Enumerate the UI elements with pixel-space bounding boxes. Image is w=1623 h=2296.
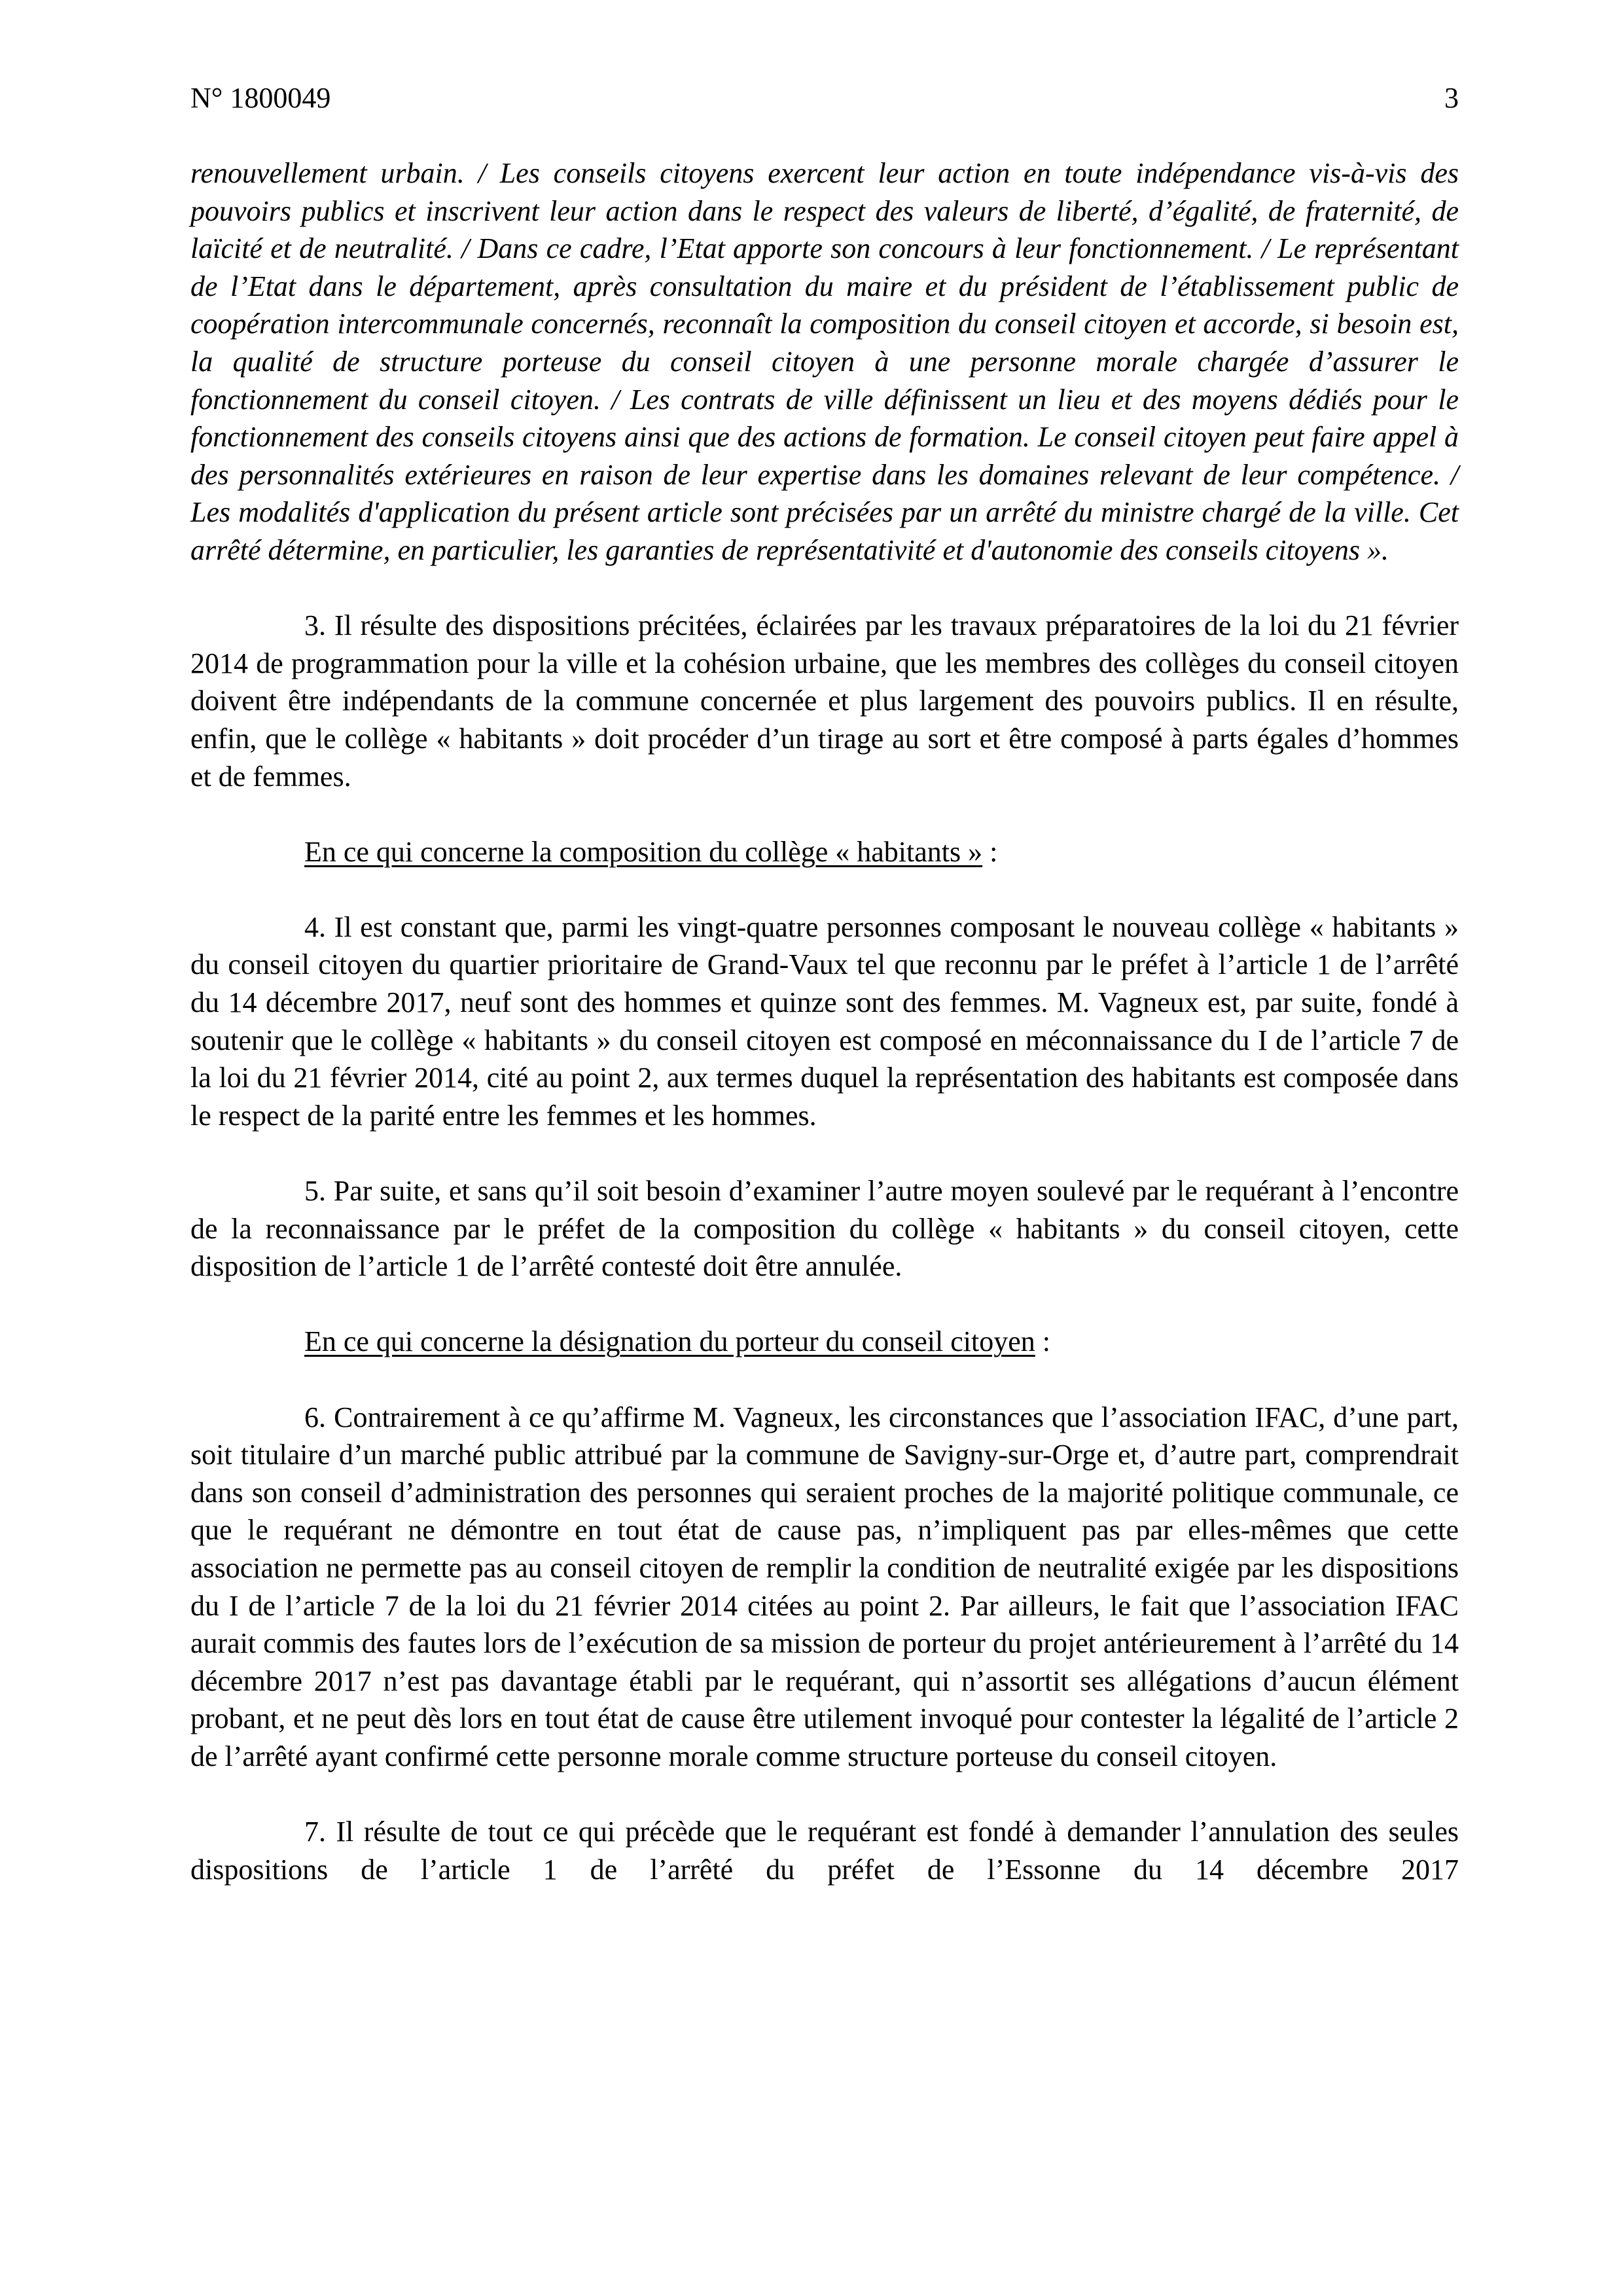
section-heading-porteur bbox=[190, 1323, 1459, 1361]
case-number: N° 1800049 bbox=[190, 82, 331, 114]
page-number: 3 bbox=[1444, 82, 1459, 114]
paragraph-3: 3. Il résulte des dispositions précitées, éclairées par les travaux préparatoires de la loi du 21 février 2014 de programmation pour la ville et la cohésion urbaine, que les membres des collèges du conseil citoyen doivent être indépendants de la commune concernée et plus largement des pouvoirs publics. Il en résulte, enfin, que le collège « habitants » doit procéder d’un tirage au sort et être composé à parts égales d’hommes et de femmes. bbox=[190, 609, 1459, 793]
paragraph-5: 5. Par suite, et sans qu’il soit besoin d’examiner l’autre moyen soulevé par le requérant à l’encontre de la reconnaissance par le préfet de la composition du collège « habitants » du conseil citoyen, cette disposition de l’article 1 de l’arrêté contesté doit être annulée. bbox=[190, 1175, 1459, 1283]
quoted-law-text: renouvellement urbain. / Les conseils citoyens exercent leur action en toute indépendance vis-à-vis des pouvoirs publics et inscrivent leur action dans le respect des valeurs de liberté, d’égalité, de fraternité, de laïcité et de neutralité. / Dans ce cadre, l’Etat apporte son concours à leur fonctionnement. / Le représentant de l’Etat dans le département, après consultation du maire et du président de l’établissement public de coopération intercommunale concernés, reconnaît la composition du conseil citoyen et accorde, si besoin est, la qualité de structure porteuse du conseil citoyen à une personne morale chargée d’assurer le fonctionnement du conseil citoyen. / Les contrats de ville définissent un lieu et des moyens dédiés pour le fonctionnement des conseils citoyens ainsi que des actions de formation. Le conseil citoyen peut faire appel à des personnalités extérieures en raison de leur expertise dans les domaines relevant de leur compétence. / Les modalités d'application du présent article sont précisées par un arrêté du ministre chargé de la ville. Cet arrêté détermine, en particulier, les garanties de représentativité et d'autonomie des conseils citoyens ». bbox=[190, 157, 1459, 566]
heading-suffix: : bbox=[1035, 1325, 1050, 1358]
section-heading-composition bbox=[190, 833, 1459, 871]
heading-label: En ce qui concerne la composition du collège « habitants » bbox=[304, 835, 983, 868]
document-body bbox=[190, 154, 1459, 1888]
heading-suffix: : bbox=[982, 835, 998, 868]
paragraph-4: 4. Il est constant que, parmi les vingt-quatre personnes composant le nouveau collège « habitants » du conseil citoyen du quartier prioritaire de Grand-Vaux tel que reconnu par le préfet à l’article 1 de l’arrêté du 14 décembre 2017, neuf sont des hommes et quinze sont des femmes. M. Vagneux est, par suite, fondé à soutenir que le collège « habitants » du conseil citoyen est composé en méconnaissance du I de l’article 7 de la loi du 21 février 2014, cité au point 2, aux termes duquel la représentation des habitants est composée dans le respect de la parité entre les femmes et les hommes. bbox=[190, 910, 1459, 1132]
page-header bbox=[190, 80, 1459, 117]
heading-label: En ce qui concerne la désignation du porteur du conseil citoyen bbox=[304, 1325, 1035, 1358]
paragraph-7: 7. Il résulte de tout ce qui précède que le requérant est fondé à demander l’annulation des seules dispositions de l’article 1 de l’arrêté du préfet de l’Essonne du 14 décembre 2017 bbox=[190, 1816, 1459, 1886]
paragraph-6: 6. Contrairement à ce qu’affirme M. Vagneux, les circonstances que l’association IFAC, d’une part, soit titulaire d’un marché public attribué par la commune de Savigny-sur-Orge et, d’autre part, comprendrait dans son conseil d’administration des personnes qui seraient proches de la majorité politique communale, ce que le requérant ne démontre en tout état de cause pas, n’impliquent pas par elles-mêmes que cette association ne permette pas au conseil citoyen de remplir la condition de neutralité exigée par les dispositions du I de l’article 7 de la loi du 21 février 2014 citées au point 2. Par ailleurs, le fait que l’association IFAC aurait commis des fautes lors de l’exécution de sa mission de porteur du projet antérieurement à l’arrêté du 14 décembre 2017 n’est pas davantage établi par le requérant, qui n’assortit ses allégations d’aucun élément probant, et ne peut dès lors en tout état de cause être utilement invoqué pour contester la légalité de l’article 2 de l’arrêté ayant confirmé cette personne morale comme structure porteuse du conseil citoyen. bbox=[190, 1401, 1459, 1772]
